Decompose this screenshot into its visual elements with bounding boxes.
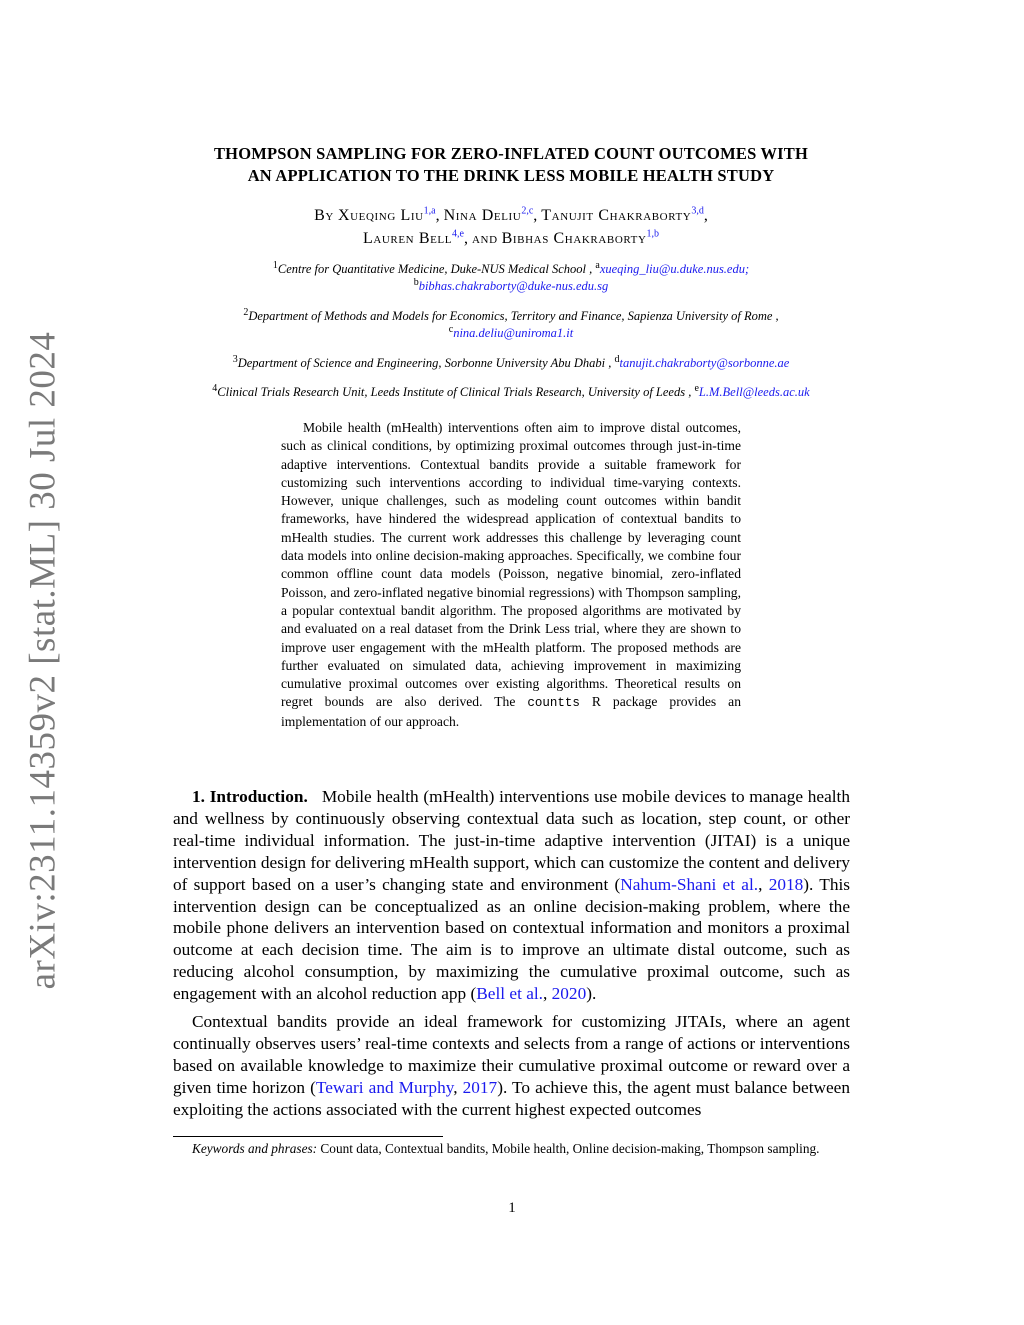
author-list <box>150 204 872 250</box>
intro-text: Contextual bandits provide an ideal framework for customizing JITAIs, where an agent continually observes users’ real-time contexts and selects from a range of actions or interventions based on available knowledge to maximize their cumulative proximal outcome or reward over a given time horizon ( <box>173 1012 850 1097</box>
author-name-1: Xueqing Liu <box>337 207 424 224</box>
affiliation-4 <box>150 384 872 401</box>
affiliation-number: 2 <box>243 306 249 318</box>
citation-sep: , <box>543 984 552 1004</box>
author-affil-3[interactable]: 3,d <box>691 205 704 217</box>
introduction-section <box>173 786 850 1121</box>
affiliation-text: Centre for Quantitative Medicine, Duke-NUS Medical School , <box>277 262 593 276</box>
intro-paragraph-1 <box>173 786 850 1005</box>
footnote-rule <box>173 1136 443 1137</box>
intro-text: ). To achieve this, the agent must balance between exploiting the actions associated with the current highest expected outcomes <box>173 1077 850 1119</box>
affiliation-number: 4 <box>212 382 218 394</box>
citation-link[interactable]: 2020 <box>551 984 587 1004</box>
intro-text: ). <box>586 984 597 1004</box>
intro-text: ). This intervention design can be conceptualized as an online decision-making problem, where the mobile phone delivers an intervention based on contextual information and monitors a proximal outcome at each decision time. The aim is to improve an ultimate distal outcome, such as reducing alcohol consumption, by maximizing the cumulative proximal outcome, such as engagement with an alcohol reduction app ( <box>173 874 851 1004</box>
author-name-4: Lauren Bell <box>362 230 453 247</box>
keywords-text: Count data, Contextual bandits, Mobile health, Online decision-making, Thompson sampling. <box>320 1141 820 1156</box>
author-by: By <box>314 207 334 224</box>
affiliation-text: Clinical Trials Research Unit, Leeds Institute of Clinical Trials Research, University of Leeds , <box>217 385 692 399</box>
citation-sep: , <box>758 874 769 894</box>
citation-sep: , <box>453 1077 463 1097</box>
affiliation-3 <box>150 355 872 372</box>
affiliation-text: Department of Science and Engineering, Sorbonne University Abu Dhabi , <box>237 356 612 370</box>
arxiv-identifier: arXiv:2311.14359v2 [stat.ML] 30 Jul 2024 <box>22 331 64 989</box>
email-tag: e <box>694 382 699 394</box>
abstract-text: Mobile health (mHealth) interventions often aim to improve distal outcomes, such as clinical conditions, by optimizing proximal outcomes through just-in-time adaptive interventions. Contextual bandits provide a suitable framework for customizing such interventions according to individual time-varying contexts. However, unique challenges, such as modeling count outcomes within bandit frameworks, have hindered the widespread application of contextual bandits to mHealth studies. The current work addresses this challenge by leveraging count data models into online decision-making approaches. Specifically, we combine four common offline count data models (Poisson, negative binomial, zero-inflated Poisson, and zero-inflated negative binomial regressions) with Thompson sampling, a popular contextual bandit algorithm. The proposed algorithms are motivated by and evaluated on a real dataset from the Drink Less trial, where they are shown to improve user engagement with the mHealth platform. The proposed methods are further evaluated on simulated data, achieving improvement in maximizing cumulative proximal outcomes over existing algorithms. Theoretical results on regret bounds are also derived. The <box>281 420 741 710</box>
citation-link[interactable]: Bell et al. <box>476 984 543 1004</box>
abstract <box>281 419 741 731</box>
title-line-1: THOMPSON SAMPLING FOR ZERO-INFLATED COUNT OUTCOMES WITH <box>213 144 809 163</box>
affiliation-number: 3 <box>232 353 238 365</box>
abstract-text-end: R package provides an implementation of our approach. <box>281 694 742 729</box>
email-link[interactable]: bibhas.chakraborty@duke-nus.edu.sg <box>418 279 609 293</box>
email-link[interactable]: L.M.Bell@leeds.ac.uk <box>698 385 810 399</box>
affiliation-2 <box>150 308 872 342</box>
email-tag: c <box>448 323 454 335</box>
email-tag: d <box>614 353 620 365</box>
affiliation-number: 1 <box>272 259 278 271</box>
abstract-paragraph <box>281 419 741 731</box>
email-link[interactable]: tanujit.chakraborty@sorbonne.ae <box>619 356 790 370</box>
section-heading: 1. Introduction. <box>192 787 308 806</box>
author-line-2: Lauren Bell$^{4,e}$, and Bibhas Chakraborty$^{1,b}$ <box>362 228 660 247</box>
keywords-footnote <box>173 1139 850 1158</box>
author-and: and <box>472 230 498 247</box>
package-name: countts <box>527 696 580 711</box>
email-link[interactable]: nina.deliu@uniroma1.it <box>453 326 574 340</box>
citation-link[interactable]: Tewari and Murphy <box>315 1077 454 1097</box>
arxiv-stamp <box>8 331 78 989</box>
intro-text: Mobile health (mHealth) interventions use mobile devices to manage health and wellness by continuously observing contextual data such as location, step count, or other real-time individual information. The just-in-time adaptive intervention (JITAI) is a unique intervention design for delivering mHealth support, which can customize the content and delivery of support based on a user’s changing state and environment ( <box>173 787 850 894</box>
author-affil-2[interactable]: 2,c <box>521 205 534 217</box>
citation-link[interactable]: Nahum-Shani et al. <box>620 874 759 894</box>
paper-title <box>150 143 872 187</box>
author-line-1: By Xueqing Liu$^{1,a}$, Nina Deliu$^{2,c}$, Tanujit Chakraborty$^{3,d}$, <box>314 205 708 224</box>
title-line-2: AN APPLICATION TO THE DRINK LESS MOBILE HEALTH STUDY <box>247 166 775 185</box>
affiliation-1 <box>150 261 872 295</box>
page-number: 1 <box>508 1200 516 1216</box>
author-name-2: Nina Deliu <box>443 207 522 224</box>
author-affil-4[interactable]: 4,e <box>452 228 464 240</box>
email-tag: a <box>595 259 600 271</box>
author-name-5: Bibhas Chakraborty <box>501 230 647 247</box>
citation-link[interactable]: 2018 <box>768 874 804 894</box>
author-affil-1[interactable]: 1,a <box>423 205 436 217</box>
affiliation-text: Department of Methods and Models for Economics, Territory and Finance, Sapienza University of Rome , <box>248 309 779 323</box>
intro-paragraph-2 <box>173 1011 850 1121</box>
author-affil-5[interactable]: 1,b <box>646 228 660 240</box>
author-name-3: Tanujit Chakraborty <box>541 207 692 224</box>
citation-link[interactable]: 2017 <box>462 1077 498 1097</box>
email-link[interactable]: xueqing_liu@u.duke.nus.edu; <box>599 262 750 276</box>
keywords-label: Keywords and phrases: <box>192 1141 318 1156</box>
email-tag: b <box>413 276 419 288</box>
